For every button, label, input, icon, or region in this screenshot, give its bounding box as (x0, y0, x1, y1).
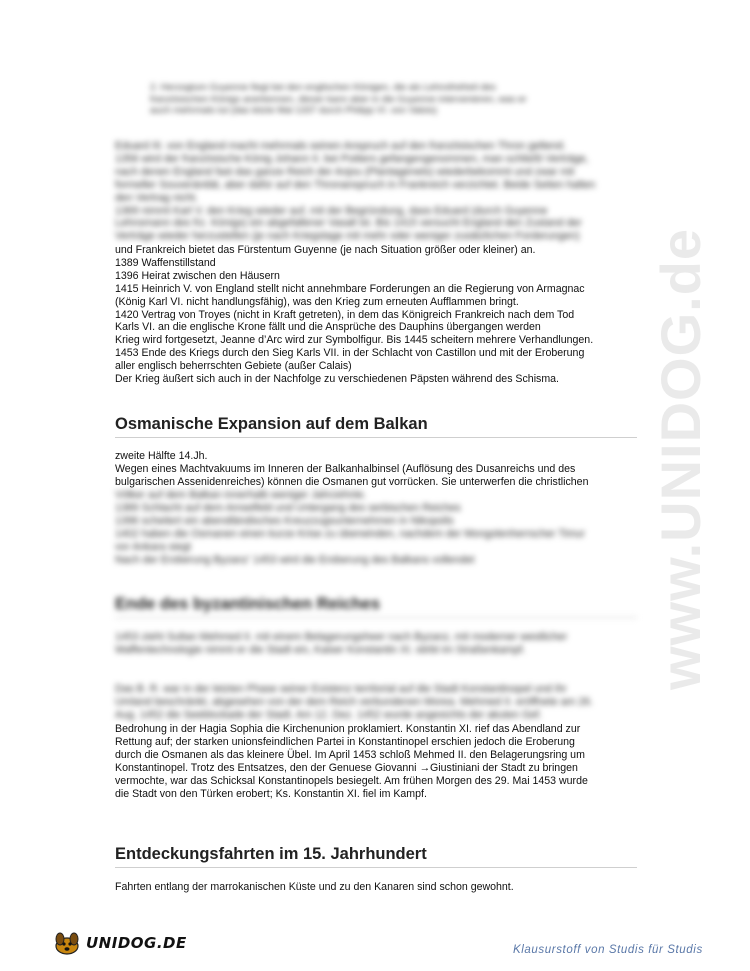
text-line: Nach der Eroberung Byzanz’ 1453 wird die Eroberung des Balkans vollendet (115, 553, 475, 566)
section4-text: Fahrten entlang der marrokanischen Küste und zu den Kanaren sind schon gewohnt. (115, 881, 514, 893)
text-line: 1453 Ende des Kriegs durch den Sieg Karls VII. in der Schlacht von Castillon und mit der Eroberung (115, 347, 585, 360)
text-line: Umland beschränkt, abgesehen von der dem Reich verbundenen Morea. Mehmed II. eröffnete am 26. (115, 695, 593, 708)
text-line: 1369 nimmt Karl V. den Krieg wieder auf, mit der Begründung, dass Eduard (durch Guyenne (115, 204, 548, 217)
text-line: Waffentechnologie nimmt er die Stadt ein, Kaiser Konstantin XI. stirbt im Straßenkampf. (115, 643, 526, 656)
text-line: 1453 zieht Sultan Mehmed II. mit einem Belagerungsheer nach Byzanz, mit moderner westlicher (115, 631, 568, 643)
text-line: 1389 Schlacht auf dem Amselfeld und Untergang des serbischen Reiches (115, 501, 461, 514)
text-line: 1402 haben die Osmanen einen kurze Krise zu überwinden, nachdem der Mongolenherrscher Timur (115, 527, 585, 540)
section1-text (115, 244, 637, 386)
text-line: 1389 Waffenstillstand (115, 256, 216, 269)
section-heading: Ende des byzantinischen Reiches (115, 594, 637, 618)
text-line: 1356 wird der französische König Johann II. bei Poitiers gefangengenommen, man schließt Verträge, (115, 152, 589, 165)
section3-blurred-para1 (115, 631, 637, 657)
logo-text: UNIDOG.DE (86, 934, 187, 952)
dog-icon (52, 930, 82, 956)
section-heading: Osmanische Expansion auf dem Balkan (115, 414, 637, 438)
text-line: formeller Souveränität, aber dafür auf den Thronanspruch in Frankreich verzichtet. Beide Seiten halten (115, 178, 596, 191)
unidog-logo[interactable] (52, 930, 187, 956)
text-line: 1396 Heirat zwischen den Häusern (115, 269, 280, 282)
text-line: (König Karl VI. nicht handlungsfähig), was den Krieg zum erneuten Aufflammen bringt. (115, 295, 519, 308)
text-line: 1415 Heinrich V. von England stellt nicht annehmbare Forderungen an die Regierung von Armagnac (115, 282, 585, 295)
text-line: aller englisch beherrschten Gebiete (außer Calais) (115, 360, 352, 373)
text-line: Bedrohung in der Hagia Sophia die Kirchenunion proklamiert. Konstantin XI. rief das Abendland zur (115, 723, 581, 735)
text-line: vermochte, war das Schicksal Konstantinopels besiegelt. Am frühen Morgen des 29. Mai 1453 wurde (115, 774, 588, 787)
section2-blurred (115, 489, 637, 566)
section3-text (115, 723, 637, 800)
text-line: Konstantinopel. Trotz des Entsatzes, den der Genuese Giovanni →Giustiniani der Stadt zu bringen (115, 761, 578, 774)
text-line: Verträge wieder herzustellen (je nach Kriegslage mit mehr oder weniger zusätzlichen Forderungen) (115, 230, 580, 243)
text-line: Völker auf dem Balkan innerhalb weniger Jahrzehnte. (115, 489, 367, 501)
footer-slogan: Klausurstoff von Studis für Studis (513, 944, 703, 956)
section2-text (115, 450, 637, 489)
text-line: Rettung auf; der starken unionsfeindlichen Partei in Konstantinopel erschien jedoch die Eroberung (115, 735, 575, 748)
text-line: Der Krieg äußert sich auch in der Nachfolge zu verschiedenen Päpsten während des Schisma. (115, 373, 560, 386)
intro-line: 2. Herzogtum Guyenne fiegt bei den englischen Königen, die als Lehnsfreiheit des (150, 82, 496, 93)
text-line: die Stadt von den Türken erobert; Ks. Konstantin XI. fiel im Kampf. (115, 787, 427, 800)
text-line: vor Ankara siegt (115, 540, 191, 553)
text-line: 1420 Vertrag von Troyes (nicht in Kraft getreten), in dem das Königreich Frankreich nach dem Tod (115, 308, 575, 321)
intro-line: französischen Königs anerkennen, dieser kann aber in die Guyenne intervenieren, was er (150, 93, 527, 105)
text-line: durch die Osmanen als das kleinere Übel. Im April 1453 schloß Mehmed II. den Belagerungsring um (115, 748, 585, 761)
text-line: den Vertrag nicht. (115, 191, 199, 204)
text-line: 1396 scheitert ein abendländisches Kreuzzugsunternehmen in Nikopolis (115, 514, 454, 527)
section3-blurred-para2 (115, 683, 637, 722)
text-line: Karls VI. an die englische Krone fällt und die Ansprüche des Dauphins übergangen werden (115, 321, 541, 334)
text-line: zweite Hälfte 14.Jh. (115, 450, 208, 462)
text-line: nach denen England fast das ganze Reich der Anjou (Plantagenets) wiederbekommt und zwar mit (115, 165, 575, 178)
text-line: Wegen eines Machtvakuums im Inneren der Balkanhalbinsel (Auflösung des Dusanreichs und des (115, 462, 576, 475)
section-heading: Entdeckungsfahrten im 15. Jahrhundert (115, 844, 637, 868)
text-line: Das B. R. war in der letzten Phase seiner Existenz territorial auf die Stadt Konstantinopel und ihr (115, 683, 567, 695)
intro-line: auch mehrmals tut (das letzte Mal 1337 durch Philipp VI. von Valois) (150, 105, 438, 116)
text-line: Krieg wird fortgesetzt, Jeanne d’Arc wird zur Symbolfigur. Bis 1445 scheitern mehrere Verhandlungen. (115, 334, 594, 347)
text-line: bulgarischen Assenidenreiches) können die Osmanen gut vorrücken. Sie unterwerfen die christlichen (115, 475, 589, 488)
section1-blurred (115, 140, 637, 243)
watermark: www.UNIDOG.de (649, 227, 712, 690)
text-line: Eduard III. von England macht mehrmals seinen Anspruch auf den französischen Thron geltend. (115, 140, 566, 152)
intro-item (150, 82, 620, 117)
text-line: Aug. 1452 die Seeblockade der Stadt. Am 12. Dez. 1452 wurde angesichts der akuten Gef. (115, 708, 542, 721)
text-line: und Frankreich bietet das Fürstentum Guyenne (je nach Situation größer oder kleiner) an. (115, 244, 536, 256)
text-line: Lehnsmann des frz. Königs) ein abgefallener Vasall ist. Bis 1415 versucht England den Zustand der (115, 217, 582, 230)
